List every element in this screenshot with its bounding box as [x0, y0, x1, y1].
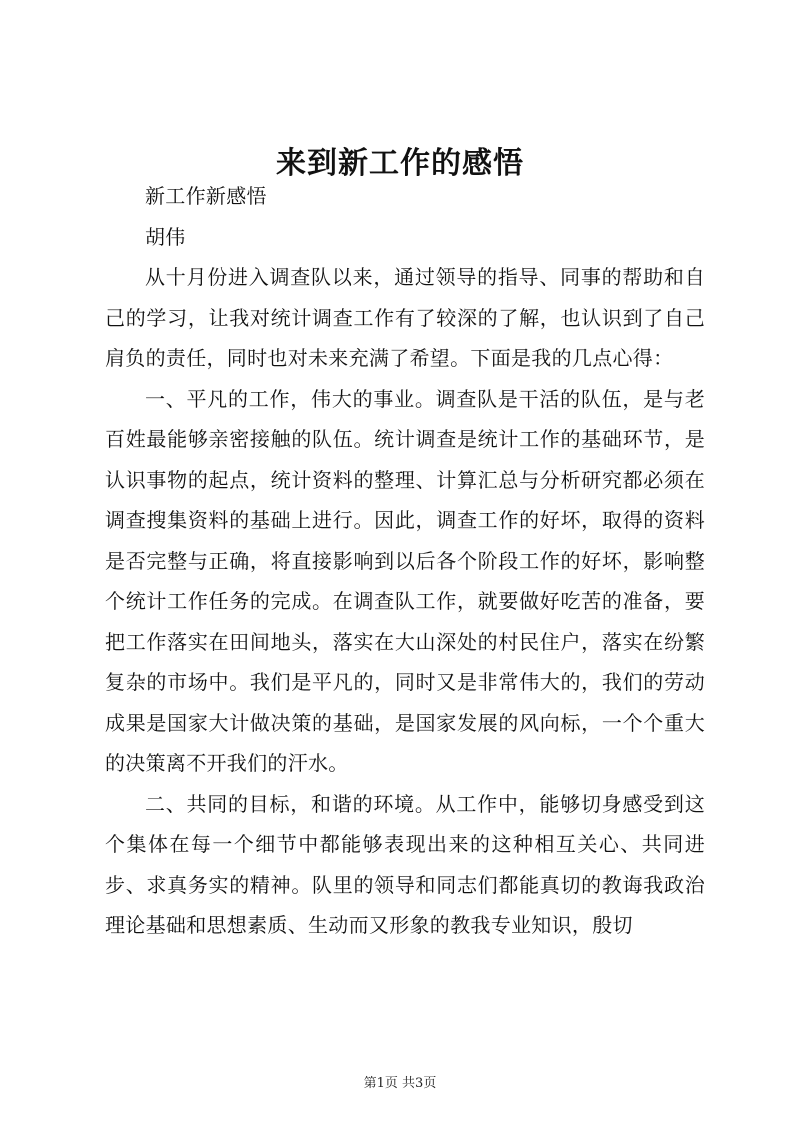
paragraph-intro: 从十月份进入调查队以来，通过领导的指导、同事的帮助和自己的学习，让我对统计调查工作有了较深的了解，也认识到了自己肩负的责任，同时也对未来充满了希望。下面是我的几点心得：: [105, 265, 705, 370]
subtitle-line: 新工作新感悟: [145, 184, 267, 208]
author-line: 胡伟: [145, 224, 186, 249]
document-body: [105, 176, 705, 946]
document-title: 来到新工作的感悟: [276, 146, 524, 181]
paragraph-section-2: 二、共同的目标，和谐的环境。从工作中，能够切身感受到这个集体在每一个细节中都能够表现出来的这种相互关心、共同进步、求真务实的精神。队里的领导和同志们都能真切的教诲我政治理论基础和思想素质、生动而又形象的教我专业知识，殷切: [105, 791, 705, 937]
paragraph-section-1: 一、平凡的工作，伟大的事业。调查队是干活的队伍，是与老百姓最能够亲密接触的队伍。统计调查是统计工作的基础环节，是认识事物的起点，统计资料的整理、计算汇总与分析研究都必须在调查搜集资料的基础上进行。因此，调查工作的好坏，取得的资料是否完整与正确，将直接影响到以后各个阶段工作的好坏，影响整个统计工作任务的完成。在调查队工作，就要做好吃苦的准备，要把工作落实在田间地头，落实在大山深处的村民住户，落实在纷繁复杂的市场中。我们是平凡的，同时又是非常伟大的，我们的劳动成果是国家大计做决策的基础，是国家发展的风向标，一个个重大的决策离不开我们的汗水。: [105, 386, 705, 775]
page-number-footer: 第1页 共3页: [363, 1076, 437, 1091]
